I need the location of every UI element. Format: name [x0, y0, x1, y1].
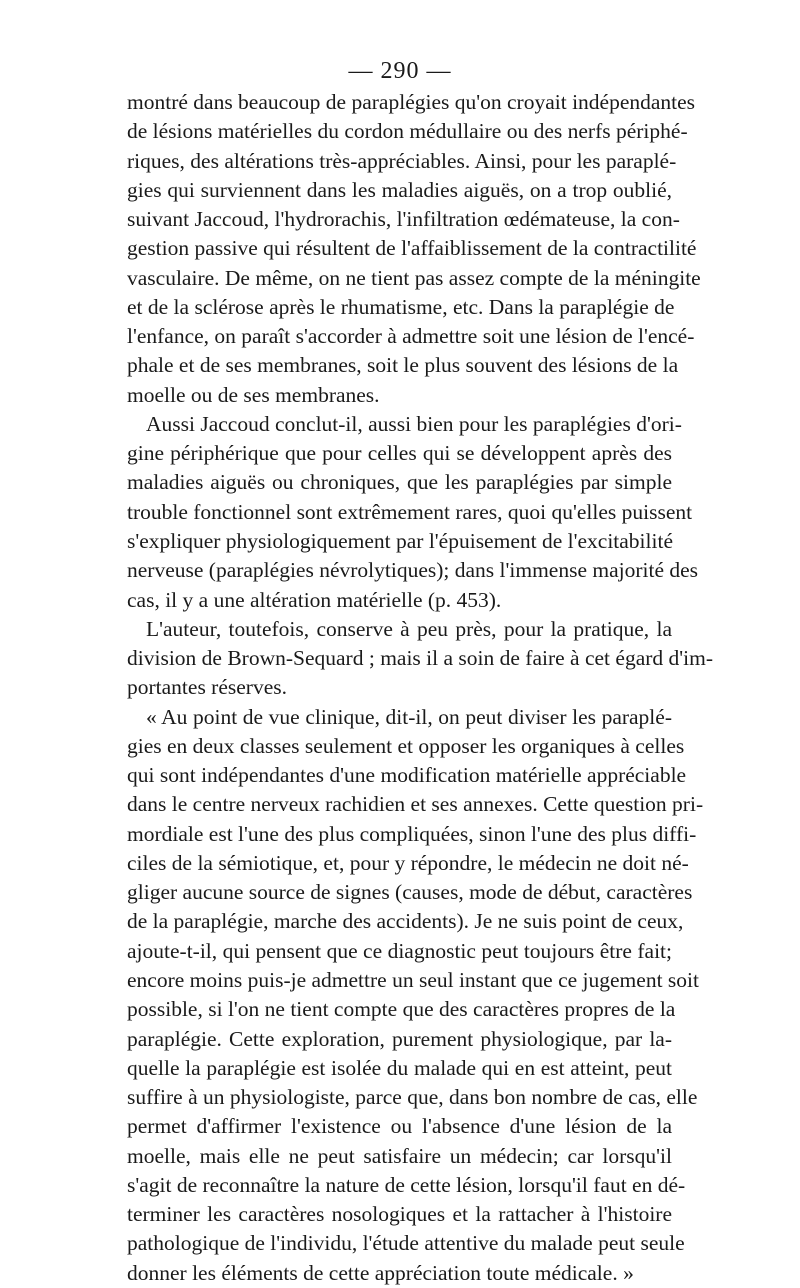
- text-line: gies qui surviennent dans les maladies aiguës, on a trop oublié,: [127, 177, 672, 202]
- text-line: pathologique de l'individu, l'étude attentive du malade peut seule: [127, 1231, 685, 1256]
- text-line: qui sont indépendantes d'une modification matérielle appréciable: [127, 763, 687, 788]
- text-line: encore moins puis-je admettre un seul instant que ce jugement soit: [127, 967, 699, 992]
- text-line: division de Brown-Sequard ; mais il a soin de faire à cet égard d'im-: [127, 646, 714, 671]
- text-line: s'expliquer physiologiquement par l'épuisement de l'excitabilité: [127, 528, 673, 553]
- text-line: donner les éléments de cette appréciation toute médicale. »: [127, 1260, 634, 1285]
- text-line: moelle, mais elle ne peut satisfaire un médecin; car lorsqu'il: [127, 1143, 672, 1168]
- text-line: riques, des altérations très-appréciables. Ainsi, pour les paraplé-: [127, 148, 677, 173]
- text-line: dans le centre nerveux rachidien et ses annexes. Cette question pri-: [127, 792, 704, 817]
- text-line: paraplégie. Cette exploration, purement physiologique, par la-: [127, 1026, 672, 1051]
- text-line: et de la sclérose après le rhumatisme, etc. Dans la paraplégie de: [127, 294, 675, 319]
- text-line: maladies aiguës ou chroniques, que les paraplégies par simple: [127, 470, 672, 495]
- text-line: nerveuse (paraplégies névrolytiques); dans l'immense majorité des: [127, 558, 699, 583]
- text-line: cas, il y a une altération matérielle (p. 453).: [127, 587, 502, 612]
- text-line: gliger aucune source de signes (causes, mode de début, caractères: [127, 880, 693, 905]
- text-line: gine périphérique que pour celles qui se développent après des: [127, 441, 672, 466]
- text-line: portantes réserves.: [127, 675, 287, 700]
- page-number: — 290 —: [348, 58, 452, 84]
- text-line: phale et de ses membranes, soit le plus souvent des lésions de la: [127, 353, 679, 378]
- text-line: suivant Jaccoud, l'hydrorachis, l'infiltration œdémateuse, la con-: [127, 207, 680, 232]
- text-line: trouble fonctionnel sont extrêmement rares, quoi qu'elles puissent: [127, 499, 693, 524]
- text-line: Aussi Jaccoud conclut-il, aussi bien pour les paraplégies d'ori-: [146, 411, 682, 436]
- text-line: gestion passive qui résultent de l'affaiblissement de la contractilité: [127, 236, 697, 261]
- text-line: permet d'affirmer l'existence ou l'absence d'une lésion de la: [127, 1114, 672, 1139]
- text-line: ciles de la sémiotique, et, pour y répondre, le médecin ne doit né-: [127, 850, 689, 875]
- text-line: « Au point de vue clinique, dit-il, on peut diviser les paraplé-: [146, 704, 672, 729]
- body-text: [127, 88, 714, 1288]
- text-line: possible, si l'on ne tient compte que des caractères propres de la: [127, 997, 676, 1022]
- text-line: l'enfance, on paraît s'accorder à admettre soit une lésion de l'encé-: [127, 324, 695, 349]
- text-line: suffire à un physiologiste, parce que, dans bon nombre de cas, elle: [127, 1085, 698, 1110]
- text-line: de lésions matérielles du cordon médullaire ou des nerfs périphé-: [127, 119, 688, 144]
- text-line: terminer les caractères nosologiques et la rattacher à l'histoire: [127, 1202, 672, 1227]
- text-line: ajoute-t-il, qui pensent que ce diagnostic peut toujours être fait;: [127, 938, 672, 963]
- text-line: quelle la paraplégie est isolée du malade qui en est atteint, peut: [127, 1055, 672, 1080]
- text-line: L'auteur, toutefois, conserve à peu près, pour la pratique, la: [146, 616, 672, 641]
- text-line: mordiale est l'une des plus compliquées, sinon l'une des plus diffi-: [127, 821, 697, 846]
- text-line: s'agit de reconnaître la nature de cette lésion, lorsqu'il faut en dé-: [127, 1172, 686, 1197]
- text-line: vasculaire. De même, on ne tient pas assez compte de la méningite: [127, 265, 701, 290]
- text-line: montré dans beaucoup de paraplégies qu'on croyait indépendantes: [127, 90, 696, 114]
- text-line: de la paraplégie, marche des accidents). Je ne suis point de ceux,: [127, 909, 684, 934]
- text-line: moelle ou de ses membranes.: [127, 382, 380, 407]
- text-line: gies en deux classes seulement et opposer les organiques à celles: [127, 733, 685, 758]
